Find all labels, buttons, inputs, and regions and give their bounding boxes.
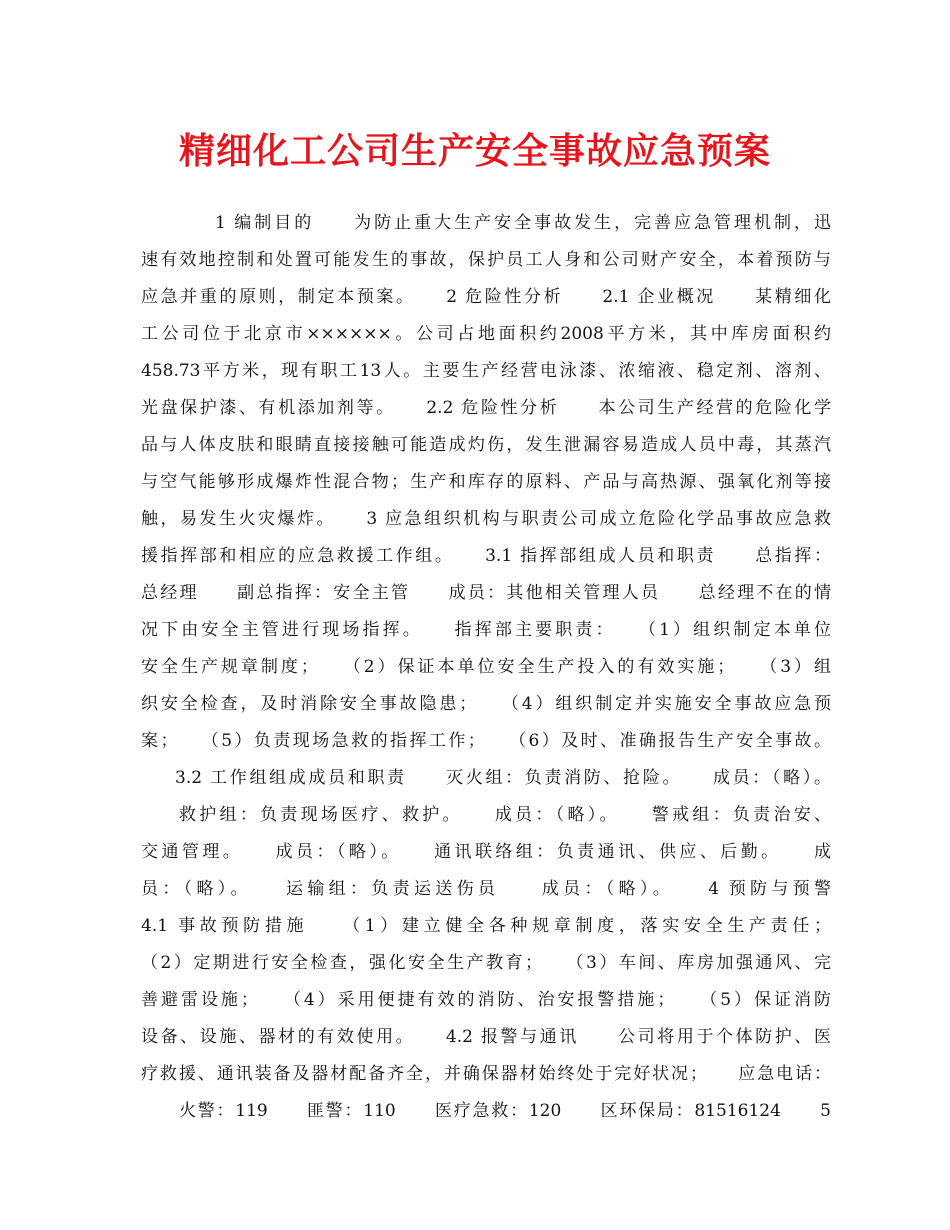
paragraph-line: 3.2 工作组组成成员和职责 灭火组：负责消防、抢险。 成员：（略）。 xyxy=(175,768,831,788)
paragraph-line: 458.73平方米，现有职工13人。主要生产经营电泳漆、浓缩液、稳定剂、溶剂、 xyxy=(141,361,831,381)
paragraph-line: 员：（略）。 运输组：负责运送伤员 成员：（略）。 4 预防与预警 xyxy=(141,879,831,899)
paragraph-line: 应急并重的原则，制定本预案。 2 危险性分析 2.1 企业概况 某精细化 xyxy=(141,287,831,307)
paragraph-line: 疗救援、通讯装备及器材配备齐全，并确保器材始终处于完好状况； 应急电话： xyxy=(141,1064,831,1084)
document-title: 精细化工公司生产安全事故应急预案 xyxy=(178,130,771,172)
paragraph-line: 援指挥部和相应的应急救援工作组。 3.1 指挥部组成人员和职责 总指挥： xyxy=(141,546,831,566)
paragraph-line: 织安全检查，及时消除安全事故隐患； （4）组织制定并实施安全事故应急预 xyxy=(141,694,831,714)
paragraph-line: 触，易发生火灾爆炸。 3 应急组织机构与职责公司成立危险化学品事故应急救 xyxy=(141,509,831,529)
paragraph-line: 救护组：负责现场医疗、救护。 成员：（略）。 警戒组：负责治安、 xyxy=(179,805,831,825)
paragraph-line: 1 编制目的 为防止重大生产安全事故发生，完善应急管理机制，迅 xyxy=(215,213,831,233)
paragraph-line: 案； （5）负责现场急救的指挥工作； （6）及时、准确报告生产安全事故。 xyxy=(141,731,831,751)
paragraph-line: 4.1 事故预防措施 （1）建立健全各种规章制度，落实安全生产责任； xyxy=(141,916,831,936)
paragraph-line: 况下由安全主管进行现场指挥。 指挥部主要职责： （1）组织制定本单位 xyxy=(141,620,831,640)
paragraph-line: （2）定期进行安全检查，强化安全生产教育； （3）车间、库房加强通风、完 xyxy=(141,953,831,973)
paragraph-line: 火警：119 匪警：110 医疗急救：120 区环保局：81516124 5 xyxy=(179,1101,831,1121)
document-body xyxy=(141,205,831,1130)
paragraph-line: 工公司位于北京市××××××。公司占地面积约2008平方米，其中库房面积约 xyxy=(141,324,831,344)
paragraph-line: 设备、设施、器材的有效使用。 4.2 报警与通讯 公司将用于个体防护、医 xyxy=(141,1027,831,1047)
paragraph-line: 与空气能够形成爆炸性混合物；生产和库存的原料、产品与高热源、强氧化剂等接 xyxy=(141,472,831,492)
paragraph-line: 品与人体皮肤和眼睛直接接触可能造成灼伤，发生泄漏容易造成人员中毒，其蒸汽 xyxy=(141,435,831,455)
paragraph-line: 安全生产规章制度； （2）保证本单位安全生产投入的有效实施； （3）组 xyxy=(141,657,831,677)
paragraph-line: 速有效地控制和处置可能发生的事故，保护员工人身和公司财产安全，本着预防与 xyxy=(141,250,831,270)
paragraph-line: 总经理 副总指挥：安全主管 成员：其他相关管理人员 总经理不在的情 xyxy=(141,583,831,603)
paragraph-line: 光盘保护漆、有机添加剂等。 2.2 危险性分析 本公司生产经营的危险化学 xyxy=(141,398,831,418)
paragraph-line: 善避雷设施； （4）采用便捷有效的消防、治安报警措施； （5）保证消防 xyxy=(141,990,831,1010)
paragraph-line: 交通管理。 成员：（略）。 通讯联络组：负责通讯、供应、后勤。 成 xyxy=(141,842,831,862)
